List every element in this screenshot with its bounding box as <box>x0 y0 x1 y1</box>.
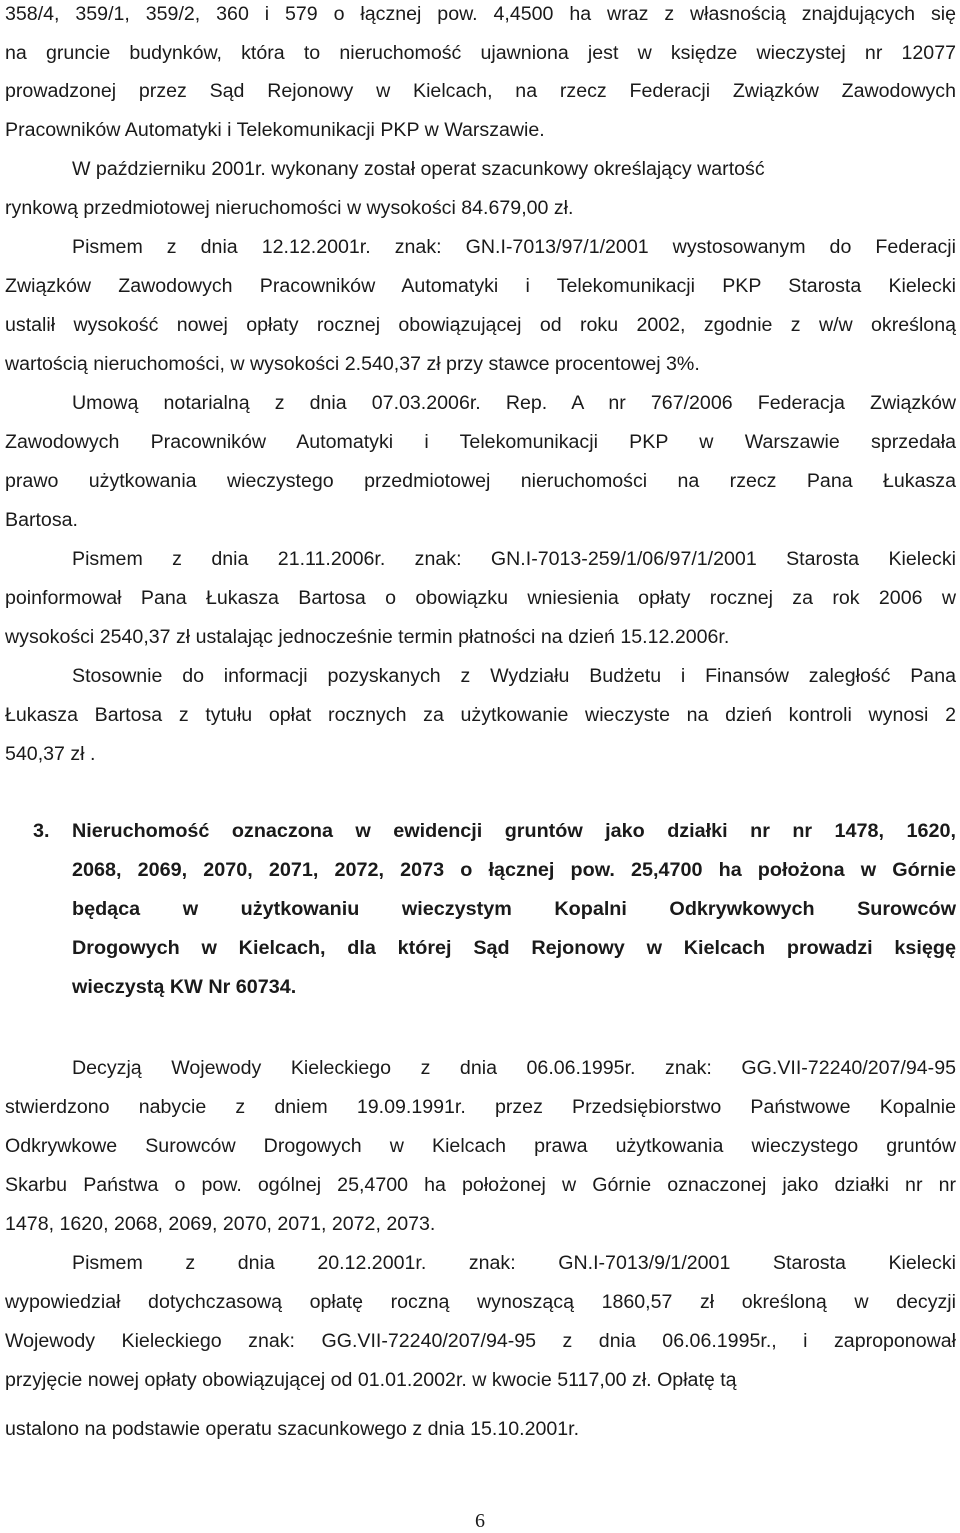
text-line: Pismem z dnia 12.12.2001r. znak: GN.I-7013/97/1/2001 wystosowanym do Federacji <box>72 236 956 258</box>
text-line: przyjęcie nowej opłaty obowiązującej od 01.01.2002r. w kwocie 5117,00 zł. Opłatę tą <box>5 1369 737 1391</box>
text-line: Bartosa. <box>5 509 78 531</box>
text-line: Skarbu Państwa o pow. ogólnej 25,4700 ha położonej w Górnie oznaczonej jako działki nr nr <box>5 1174 956 1196</box>
text-line: prowadzonej przez Sąd Rejonowy w Kielcach, na rzecz Federacji Związków Zawodowych <box>5 80 956 102</box>
text-line: na gruncie budynków, która to nieruchomość ujawniona jest w księdze wieczystej nr 12077 <box>5 42 956 64</box>
text-line: 540,37 zł . <box>5 743 96 765</box>
item-number: 3. <box>33 820 50 842</box>
text-line: ustalił wysokość nowej opłaty rocznej obowiązującej od roku 2002, zgodnie z w/w określoną <box>5 314 956 336</box>
text-line: Pracowników Automatyki i Telekomunikacji PKP w Warszawie. <box>5 119 545 141</box>
item-line: Drogowych w Kielcach, dla której Sąd Rejonowy w Kielcach prowadzi księgę <box>72 937 956 959</box>
text-line: ustalono na podstawie operatu szacunkowego z dnia 15.10.2001r. <box>5 1418 580 1440</box>
text-line: Pismem z dnia 20.12.2001r. znak: GN.I-7013/9/1/2001 Starosta Kielecki <box>72 1252 956 1274</box>
item-line: Nieruchomość oznaczona w ewidencji gruntów jako działki nr nr 1478, 1620, <box>72 820 956 842</box>
text-line: poinformował Pana Łukasza Bartosa o obowiązku wniesienia opłaty rocznej za rok 2006 w <box>5 587 956 609</box>
text-line: stwierdzono nabycie z dniem 19.09.1991r. przez Przedsiębiorstwo Państwowe Kopalnie <box>5 1096 956 1118</box>
text-line: rynkową przedmiotowej nieruchomości w wysokości 84.679,00 zł. <box>5 197 574 219</box>
text-line: Odkrywkowe Surowców Drogowych w Kielcach prawa użytkowania wieczystego gruntów <box>5 1135 956 1157</box>
text-line: Stosownie do informacji pozyskanych z Wydziału Budżetu i Finansów zaległość Pana <box>72 665 956 687</box>
text-line: Pismem z dnia 21.11.2006r. znak: GN.I-7013-259/1/06/97/1/2001 Starosta Kielecki <box>72 548 956 570</box>
text-line: wartością nieruchomości, w wysokości 2.540,37 zł przy stawce procentowej 3%. <box>5 353 700 375</box>
text-line: 358/4, 359/1, 359/2, 360 i 579 o łącznej pow. 4,4500 ha wraz z własnością znajdujących się <box>5 3 956 25</box>
text-line: Umową notarialną z dnia 07.03.2006r. Rep. A nr 767/2006 Federacja Związków <box>72 392 956 414</box>
item-line: 2068, 2069, 2070, 2071, 2072, 2073 o łącznej pow. 25,4700 ha położona w Górnie <box>72 859 956 881</box>
item-line: będąca w użytkowaniu wieczystym Kopalni Odkrywkowych Surowców <box>72 898 956 920</box>
text-line: Decyzją Wojewody Kieleckiego z dnia 06.06.1995r. znak: GG.VII-72240/207/94-95 <box>72 1057 956 1079</box>
text-line: Łukasza Bartosa z tytułu opłat rocznych za użytkowanie wieczyste na dzień kontroli wynosi 2 <box>5 704 956 726</box>
text-line: prawo użytkowania wieczystego przedmiotowej nieruchomości na rzecz Pana Łukasza <box>5 470 956 492</box>
item-line: wieczystą KW Nr 60734. <box>72 976 297 998</box>
text-line: Wojewody Kieleckiego znak: GG.VII-72240/207/94-95 z dnia 06.06.1995r., i zaproponował <box>5 1330 956 1352</box>
text-line: Związków Zawodowych Pracowników Automatyki i Telekomunikacji PKP Starosta Kielecki <box>5 275 956 297</box>
text-line: 1478, 1620, 2068, 2069, 2070, 2071, 2072, 2073. <box>5 1213 436 1235</box>
text-line: wysokości 2540,37 zł ustalając jednocześnie termin płatności na dzień 15.12.2006r. <box>5 626 730 648</box>
page-number: 6 <box>475 1510 485 1532</box>
text-line: W październiku 2001r. wykonany został operat szacunkowy określający wartość <box>72 158 765 180</box>
text-line: Zawodowych Pracowników Automatyki i Telekomunikacji PKP w Warszawie sprzedała <box>5 431 956 453</box>
text-line: wypowiedział dotychczasową opłatę roczną wynoszącą 1860,57 zł określoną w decyzji <box>5 1291 956 1313</box>
